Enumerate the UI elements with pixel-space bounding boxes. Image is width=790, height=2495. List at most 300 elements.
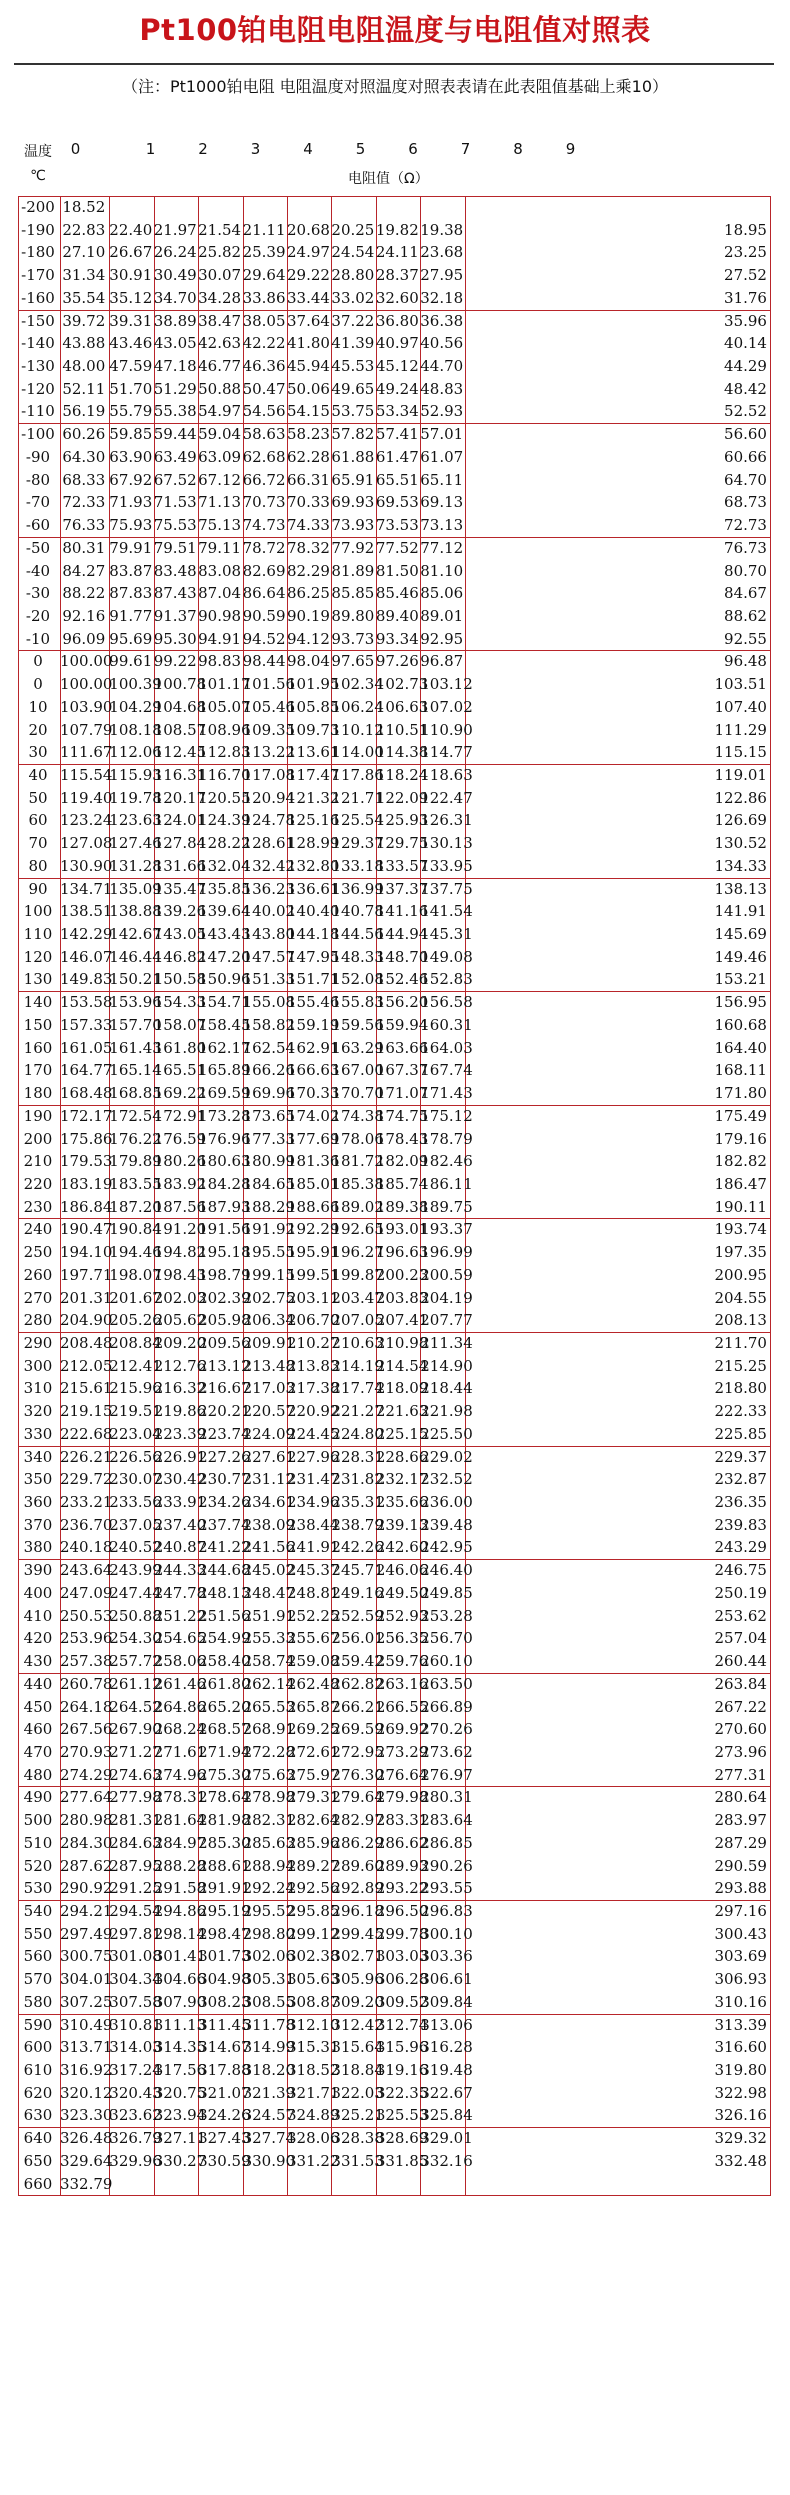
resistance-cell: 188.29 bbox=[242, 1197, 296, 1216]
resistance-cell bbox=[331, 2173, 371, 2196]
resistance-cell: 296.18 bbox=[331, 1902, 384, 1920]
resistance-cell: 162.91 bbox=[286, 1038, 340, 1057]
resistance-cell: 245.71 bbox=[331, 1561, 384, 1580]
resistance-cell: 24.97 bbox=[286, 243, 330, 262]
resistance-cell: 190.11 bbox=[714, 1197, 767, 1216]
resistance-cell: 332.48 bbox=[714, 2151, 767, 2170]
table-row bbox=[18, 1377, 771, 1400]
resistance-cell: 20.25 bbox=[331, 220, 375, 239]
resistance-cell: 152.46 bbox=[375, 970, 429, 989]
resistance-cell: 178.43 bbox=[375, 1129, 429, 1148]
resistance-cell: 284.63 bbox=[109, 1833, 162, 1852]
table-row bbox=[18, 2082, 771, 2105]
resistance-cell: 186.47 bbox=[714, 1174, 767, 1193]
resistance-cell: 166.26 bbox=[242, 1061, 296, 1080]
resistance-cell: 165.51 bbox=[153, 1061, 207, 1080]
table-row bbox=[18, 1446, 771, 1469]
temperature-cell: 0 bbox=[33, 652, 43, 671]
resistance-cell: 279.31 bbox=[286, 1788, 340, 1807]
temperature-cell: -80 bbox=[25, 470, 51, 489]
temperature-cell: 110 bbox=[23, 925, 53, 944]
table-row bbox=[18, 514, 771, 537]
resistance-cell: 73.53 bbox=[375, 516, 419, 535]
resistance-cell: 64.30 bbox=[62, 447, 106, 466]
resistance-cell bbox=[287, 196, 327, 219]
resistance-cell: 54.97 bbox=[198, 402, 242, 421]
resistance-cell: 304.01 bbox=[59, 1970, 113, 1989]
table-row bbox=[18, 1332, 771, 1355]
resistance-cell: 105.85 bbox=[286, 697, 340, 716]
resistance-cell: 305.31 bbox=[242, 1970, 296, 1989]
resistance-cell: 270.26 bbox=[420, 1720, 473, 1739]
resistance-cell: 318.52 bbox=[286, 2061, 340, 2080]
temperature-cell: 440 bbox=[23, 1674, 53, 1693]
resistance-cell: 142.67 bbox=[109, 925, 162, 944]
resistance-cell: 169.96 bbox=[242, 1084, 296, 1103]
resistance-cell: 181.36 bbox=[286, 1152, 340, 1171]
resistance-cell: 256.35 bbox=[375, 1629, 429, 1648]
resistance-cell: 126.31 bbox=[420, 811, 473, 830]
resistance-cell: 217.74 bbox=[331, 1379, 384, 1398]
resistance-cell: 331.53 bbox=[331, 2151, 384, 2170]
temperature-cell: -190 bbox=[21, 220, 55, 239]
resistance-cell: 110.51 bbox=[375, 720, 429, 739]
resistance-cell: 291.25 bbox=[109, 1879, 162, 1898]
temperature-cell: 460 bbox=[23, 1720, 53, 1739]
resistance-cell: 173.65 bbox=[242, 1106, 296, 1125]
resistance-cell: 80.70 bbox=[724, 561, 767, 580]
resistance-cell: 32.60 bbox=[375, 288, 419, 307]
table-row bbox=[18, 264, 771, 287]
resistance-cell: 104.29 bbox=[109, 697, 162, 716]
temperature-cell: 190 bbox=[23, 1106, 53, 1125]
resistance-cell: 24.54 bbox=[331, 243, 375, 262]
column-header-7: 7 bbox=[460, 140, 471, 158]
resistance-cell: 143.80 bbox=[242, 925, 296, 944]
resistance-cell: 144.94 bbox=[375, 925, 429, 944]
table-row bbox=[18, 1309, 771, 1332]
resistance-cell: 164.03 bbox=[420, 1038, 473, 1057]
resistance-cell: 67.52 bbox=[153, 470, 197, 489]
resistance-cell: 317.24 bbox=[109, 2061, 162, 2080]
resistance-cell: 144.18 bbox=[286, 925, 340, 944]
resistance-cell: 94.12 bbox=[286, 629, 330, 648]
temperature-cell: -200 bbox=[21, 198, 55, 216]
resistance-cell: 168.48 bbox=[59, 1084, 113, 1103]
resistance-cell: 253.62 bbox=[714, 1606, 767, 1625]
resistance-cell: 82.29 bbox=[286, 561, 330, 580]
resistance-cell: 330.27 bbox=[153, 2151, 207, 2170]
resistance-cell: 271.27 bbox=[109, 1742, 162, 1761]
resistance-cell: 317.56 bbox=[153, 2061, 207, 2080]
resistance-cell: 252.25 bbox=[286, 1606, 340, 1625]
resistance-cell: 306.28 bbox=[375, 1970, 429, 1989]
table-row bbox=[18, 2014, 771, 2037]
resistance-cell: 93.73 bbox=[331, 629, 375, 648]
resistance-cell: 195.18 bbox=[198, 1243, 251, 1262]
resistance-cell: 306.93 bbox=[714, 1970, 767, 1989]
temperature-cell: 650 bbox=[23, 2151, 53, 2170]
resistance-cell: 33.02 bbox=[331, 288, 375, 307]
table-row bbox=[18, 1536, 771, 1559]
resistance-cell: 19.82 bbox=[375, 220, 419, 239]
temperature-cell: 70 bbox=[28, 834, 48, 853]
resistance-cell: 324.89 bbox=[286, 2106, 340, 2125]
resistance-cell: 160.68 bbox=[714, 1015, 767, 1034]
resistance-cell: 98.04 bbox=[286, 652, 330, 671]
resistance-cell bbox=[154, 196, 194, 219]
resistance-cell: 84.27 bbox=[62, 561, 106, 580]
resistance-cell: 134.33 bbox=[714, 856, 767, 875]
resistance-cell: 268.91 bbox=[242, 1720, 296, 1739]
resistance-cell: 43.05 bbox=[153, 334, 197, 353]
table-row bbox=[18, 900, 771, 923]
resistance-cell: 211.34 bbox=[420, 1334, 473, 1352]
resistance-cell: 265.87 bbox=[286, 1697, 340, 1716]
resistance-cell: 208.13 bbox=[714, 1311, 767, 1330]
resistance-cell: 291.58 bbox=[153, 1879, 207, 1898]
resistance-cell: 134.71 bbox=[59, 879, 113, 898]
table-row bbox=[18, 2036, 771, 2059]
temperature-cell: 500 bbox=[23, 1811, 53, 1830]
resistance-cell: 304.98 bbox=[198, 1970, 251, 1989]
temperature-cell: 360 bbox=[23, 1493, 53, 1512]
resistance-cell: 108.18 bbox=[109, 720, 162, 739]
resistance-cell: 294.86 bbox=[153, 1902, 207, 1920]
resistance-cell: 221.27 bbox=[331, 1402, 384, 1421]
resistance-cell: 283.31 bbox=[375, 1811, 429, 1830]
resistance-cell: 170.70 bbox=[331, 1084, 384, 1103]
resistance-cell: 225.15 bbox=[375, 1424, 429, 1443]
resistance-cell: 140.78 bbox=[331, 902, 384, 921]
resistance-cell: 90.59 bbox=[242, 606, 286, 625]
resistance-cell: 328.06 bbox=[286, 2129, 340, 2148]
resistance-cell: 293.22 bbox=[375, 1879, 429, 1898]
resistance-cell: 56.19 bbox=[62, 402, 106, 421]
resistance-cell: 268.57 bbox=[198, 1720, 251, 1739]
resistance-cell: 69.93 bbox=[331, 493, 375, 512]
resistance-cell: 105.46 bbox=[242, 697, 296, 716]
column-header-3: 3 bbox=[250, 140, 261, 158]
resistance-cell: 300.43 bbox=[714, 1924, 767, 1943]
resistance-cell: 318.20 bbox=[242, 2061, 296, 2080]
resistance-cell: 84.67 bbox=[724, 584, 767, 603]
resistance-cell: 179.89 bbox=[109, 1152, 162, 1171]
resistance-cell: 96.87 bbox=[420, 652, 464, 671]
resistance-cell: 117.86 bbox=[331, 766, 384, 784]
resistance-cell: 33.44 bbox=[286, 288, 330, 307]
resistance-cell: 314.35 bbox=[153, 2038, 207, 2057]
resistance-cell: 135.47 bbox=[153, 879, 207, 898]
resistance-cell: 35.12 bbox=[109, 288, 153, 307]
resistance-cell: 204.19 bbox=[420, 1288, 473, 1307]
resistance-cell: 212.05 bbox=[59, 1356, 113, 1375]
temperature-cell: -120 bbox=[21, 379, 55, 398]
resistance-cell: 268.24 bbox=[153, 1720, 207, 1739]
resistance-cell: 307.25 bbox=[59, 1992, 113, 2011]
resistance-cell: 172.17 bbox=[59, 1106, 113, 1125]
resistance-cell: 172.54 bbox=[109, 1106, 162, 1125]
resistance-cell: 18.52 bbox=[62, 198, 106, 216]
temperature-cell: 150 bbox=[23, 1015, 53, 1034]
resistance-cell: 231.47 bbox=[286, 1470, 340, 1489]
resistance-cell: 161.43 bbox=[109, 1038, 162, 1057]
resistance-cell: 191.92 bbox=[242, 1220, 296, 1239]
resistance-cell: 184.65 bbox=[242, 1174, 296, 1193]
resistance-cell: 324.26 bbox=[198, 2106, 251, 2125]
resistance-cell: 178.06 bbox=[331, 1129, 384, 1148]
resistance-cell: 296.83 bbox=[420, 1902, 473, 1920]
resistance-cell: 47.18 bbox=[153, 357, 197, 376]
resistance-cell: 136.61 bbox=[286, 879, 340, 898]
resistance-cell: 246.40 bbox=[420, 1561, 473, 1580]
resistance-cell: 198.07 bbox=[109, 1265, 162, 1284]
resistance-cell: 210.27 bbox=[286, 1334, 340, 1352]
resistance-cell: 226.21 bbox=[59, 1447, 113, 1466]
table-row bbox=[18, 1128, 771, 1151]
resistance-cell: 127.84 bbox=[153, 834, 207, 853]
resistance-cell: 255.67 bbox=[286, 1629, 340, 1648]
resistance-cell: 204.55 bbox=[714, 1288, 767, 1307]
resistance-cell: 238.44 bbox=[286, 1515, 340, 1534]
resistance-cell: 83.48 bbox=[153, 561, 197, 580]
resistance-cell: 135.85 bbox=[198, 879, 251, 898]
temperature-cell: 560 bbox=[23, 1947, 53, 1966]
resistance-cell: 225.50 bbox=[420, 1424, 473, 1443]
resistance-cell: 48.83 bbox=[420, 379, 464, 398]
resistance-cell: 78.72 bbox=[242, 538, 286, 557]
resistance-cell: 328.38 bbox=[331, 2129, 384, 2148]
resistance-cell: 180.63 bbox=[198, 1152, 251, 1171]
resistance-cell: 320.75 bbox=[153, 2083, 207, 2102]
table-row bbox=[18, 1696, 771, 1719]
resistance-cell: 254.65 bbox=[153, 1629, 207, 1648]
resistance-cell: 105.07 bbox=[198, 697, 251, 716]
table-row bbox=[18, 446, 771, 469]
table-row bbox=[18, 332, 771, 355]
resistance-cell: 280.64 bbox=[714, 1788, 767, 1807]
resistance-cell: 231.82 bbox=[331, 1470, 384, 1489]
resistance-cell: 218.09 bbox=[375, 1379, 429, 1398]
resistance-cell: 242.60 bbox=[375, 1538, 429, 1557]
resistance-cell: 100.00 bbox=[59, 675, 113, 694]
temperature-cell: 260 bbox=[23, 1265, 53, 1284]
resistance-cell: 329.64 bbox=[59, 2151, 113, 2170]
resistance-cell: 51.29 bbox=[153, 379, 197, 398]
resistance-cell: 94.52 bbox=[242, 629, 286, 648]
resistance-cell bbox=[376, 2173, 416, 2196]
resistance-cell: 230.07 bbox=[109, 1470, 162, 1489]
temperature-cell: 130 bbox=[23, 970, 53, 989]
table-row bbox=[18, 1468, 771, 1491]
resistance-cell: 79.51 bbox=[153, 538, 197, 557]
table-row bbox=[18, 946, 771, 969]
temperature-cell: 630 bbox=[23, 2106, 53, 2125]
resistance-cell: 59.44 bbox=[153, 425, 197, 444]
resistance-cell: 60.66 bbox=[724, 447, 767, 466]
resistance-cell: 259.76 bbox=[375, 1652, 429, 1671]
resistance-cell: 209.91 bbox=[242, 1334, 296, 1352]
table-row bbox=[18, 1059, 771, 1082]
resistance-cell: 70.73 bbox=[242, 493, 286, 512]
resistance-cell: 323.62 bbox=[109, 2106, 162, 2125]
temperature-cell: 80 bbox=[28, 856, 48, 875]
resistance-cell: 236.70 bbox=[59, 1515, 113, 1534]
resistance-cell: 265.20 bbox=[198, 1697, 251, 1716]
table-row bbox=[18, 991, 771, 1014]
resistance-cell: 325.53 bbox=[375, 2106, 429, 2125]
resistance-cell: 235.66 bbox=[375, 1493, 429, 1512]
resistance-cell: 142.29 bbox=[59, 925, 113, 944]
resistance-cell: 303.03 bbox=[375, 1947, 429, 1966]
table-row bbox=[18, 1400, 771, 1423]
resistance-cell: 244.33 bbox=[153, 1561, 207, 1580]
table-row bbox=[18, 878, 771, 901]
resistance-cell: 62.28 bbox=[286, 447, 330, 466]
resistance-cell: 197.71 bbox=[59, 1265, 113, 1284]
resistance-cell: 315.96 bbox=[375, 2038, 429, 2057]
resistance-cell: 297.49 bbox=[59, 1924, 113, 1943]
resistance-cell: 30.07 bbox=[198, 266, 242, 285]
resistance-cell: 24.11 bbox=[375, 243, 419, 262]
resistance-cell: 219.15 bbox=[59, 1402, 113, 1421]
resistance-cell: 192.29 bbox=[286, 1220, 340, 1239]
resistance-cell: 153.21 bbox=[714, 970, 767, 989]
resistance-cell: 258.06 bbox=[153, 1652, 207, 1671]
resistance-cell: 79.91 bbox=[109, 538, 153, 557]
resistance-cell: 76.33 bbox=[62, 516, 106, 535]
resistance-cell: 322.98 bbox=[714, 2083, 767, 2102]
resistance-cell: 233.56 bbox=[109, 1493, 162, 1512]
resistance-cell: 327.74 bbox=[242, 2129, 296, 2148]
resistance-cell: 76.73 bbox=[724, 538, 767, 557]
temperature-cell: 0 bbox=[33, 675, 43, 694]
resistance-cell: 40.14 bbox=[724, 334, 767, 353]
resistance-cell: 205.62 bbox=[153, 1311, 207, 1330]
resistance-cell: 246.06 bbox=[375, 1561, 429, 1580]
resistance-cell: 275.30 bbox=[198, 1765, 251, 1784]
resistance-cell: 118.24 bbox=[375, 766, 429, 784]
resistance-cell bbox=[465, 196, 767, 219]
resistance-cell: 73.93 bbox=[331, 516, 375, 535]
resistance-cell: 175.86 bbox=[59, 1129, 113, 1148]
resistance-cell: 317.88 bbox=[198, 2061, 251, 2080]
resistance-cell: 241.91 bbox=[286, 1538, 340, 1557]
resistance-cell: 39.72 bbox=[62, 311, 106, 330]
resistance-cell: 227.61 bbox=[242, 1447, 296, 1466]
table-row bbox=[18, 355, 771, 378]
column-header-4: 4 bbox=[303, 140, 313, 158]
resistance-cell: 250.53 bbox=[59, 1606, 113, 1625]
resistance-cell: 291.91 bbox=[198, 1879, 251, 1898]
resistance-cell: 194.46 bbox=[109, 1243, 162, 1262]
resistance-cell: 267.90 bbox=[109, 1720, 162, 1739]
resistance-cell: 282.31 bbox=[242, 1811, 296, 1830]
temperature-cell: 550 bbox=[23, 1924, 53, 1943]
resistance-cell: 289.93 bbox=[375, 1856, 429, 1875]
resistance-cell: 123.63 bbox=[109, 811, 162, 830]
resistance-cell: 132.80 bbox=[286, 856, 340, 875]
temperature-cell: 490 bbox=[23, 1788, 53, 1807]
resistance-cell: 149.83 bbox=[59, 970, 113, 989]
resistance-cell: 150.58 bbox=[153, 970, 207, 989]
resistance-cell: 308.23 bbox=[198, 1992, 251, 2011]
resistance-cell: 195.91 bbox=[286, 1243, 340, 1262]
resistance-cell: 280.31 bbox=[420, 1788, 473, 1807]
resistance-cell: 238.79 bbox=[331, 1515, 384, 1534]
temperature-cell: 120 bbox=[23, 947, 53, 966]
resistance-cell: 198.43 bbox=[153, 1265, 207, 1284]
temperature-cell: 620 bbox=[23, 2083, 53, 2102]
resistance-cell: 184.28 bbox=[198, 1174, 251, 1193]
resistance-cell: 59.85 bbox=[109, 425, 153, 444]
resistance-cell: 183.55 bbox=[109, 1174, 162, 1193]
resistance-cell: 319.48 bbox=[420, 2061, 473, 2080]
resistance-cell: 321.07 bbox=[198, 2083, 251, 2102]
table-row bbox=[18, 1900, 771, 1923]
resistance-cell: 128.61 bbox=[242, 834, 296, 853]
resistance-cell: 223.74 bbox=[198, 1424, 251, 1443]
table-row bbox=[18, 1809, 771, 1832]
resistance-cell: 34.70 bbox=[153, 288, 197, 307]
resistance-cell: 196.27 bbox=[331, 1243, 384, 1262]
column-header-9: 9 bbox=[565, 140, 576, 158]
resistance-cell: 44.70 bbox=[420, 357, 464, 376]
resistance-cell: 122.86 bbox=[714, 788, 767, 807]
table-row bbox=[18, 1741, 771, 1764]
resistance-cell: 75.53 bbox=[153, 516, 197, 535]
resistance-cell: 43.88 bbox=[62, 334, 106, 353]
resistance-cell: 329.01 bbox=[420, 2129, 473, 2148]
resistance-cell: 263.50 bbox=[420, 1674, 473, 1693]
resistance-cell: 270.60 bbox=[714, 1720, 767, 1739]
temperature-cell: -130 bbox=[21, 357, 55, 376]
resistance-cell: 47.59 bbox=[109, 357, 153, 376]
resistance-cell: 243.29 bbox=[714, 1538, 767, 1557]
resistance-cell: 298.14 bbox=[153, 1924, 207, 1943]
resistance-cell bbox=[287, 2173, 327, 2196]
resistance-cell: 201.31 bbox=[59, 1288, 113, 1307]
table-row bbox=[18, 1991, 771, 2014]
resistance-cell: 119.01 bbox=[714, 766, 767, 784]
table-row bbox=[18, 560, 771, 583]
resistance-cell: 285.30 bbox=[198, 1833, 251, 1852]
resistance-cell: 310.81 bbox=[109, 2015, 162, 2034]
resistance-cell: 216.67 bbox=[198, 1379, 251, 1398]
resistance-cell: 71.93 bbox=[109, 493, 153, 512]
resistance-cell: 319.80 bbox=[714, 2061, 767, 2080]
resistance-cell: 112.83 bbox=[198, 743, 251, 762]
resistance-cell: 196.63 bbox=[375, 1243, 429, 1262]
temperature-cell: 320 bbox=[23, 1402, 53, 1421]
temperature-cell: 530 bbox=[23, 1879, 53, 1898]
resistance-cell: 145.69 bbox=[714, 925, 767, 944]
resistance-cell: 278.31 bbox=[153, 1788, 207, 1807]
resistance-cell: 289.60 bbox=[331, 1856, 384, 1875]
resistance-cell: 174.75 bbox=[375, 1106, 429, 1125]
resistance-cell: 274.63 bbox=[109, 1765, 162, 1784]
resistance-cell: 212.76 bbox=[153, 1356, 207, 1375]
resistance-cell: 276.64 bbox=[375, 1765, 429, 1784]
resistance-cell: 18.95 bbox=[724, 220, 767, 239]
resistance-cell: 111.29 bbox=[714, 720, 767, 739]
resistance-cell: 311.78 bbox=[242, 2015, 296, 2034]
resistance-cell: 61.47 bbox=[375, 447, 419, 466]
resistance-cell: 251.56 bbox=[198, 1606, 251, 1625]
resistance-cell: 85.06 bbox=[420, 584, 464, 603]
resistance-cell: 224.80 bbox=[331, 1424, 384, 1443]
resistance-cell: 241.56 bbox=[242, 1538, 296, 1557]
